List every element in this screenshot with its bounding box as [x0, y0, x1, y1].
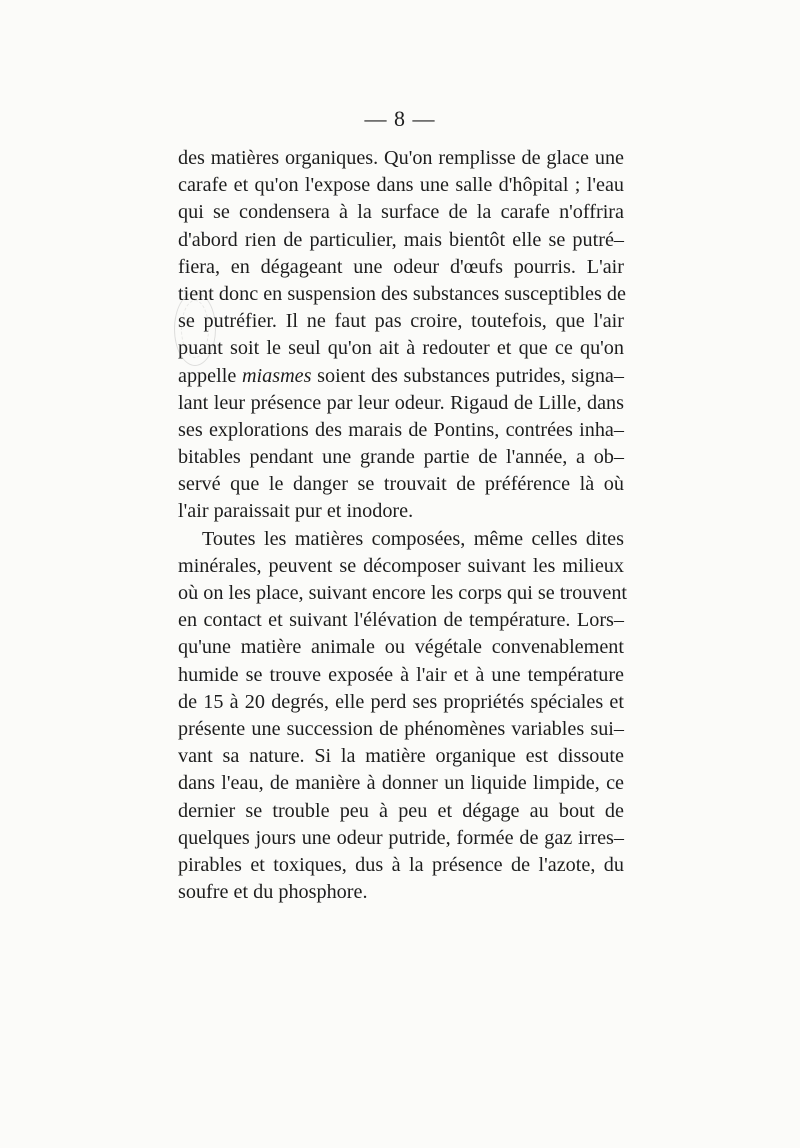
text-line: minérales, peuvent se décomposer suivant les milieux — [178, 554, 624, 577]
text-line: Toutes les matières composées, même celles dites — [202, 527, 624, 550]
text-line: quelques jours une odeur putride, formée de gaz irres– — [178, 826, 624, 849]
text-line: se putréfier. Il ne faut pas croire, toutefois, que l'air — [178, 310, 624, 333]
text-line: tient donc en suspension des substances susceptibles de — [178, 282, 626, 305]
text-line: fiera, en dégageant une odeur d'œufs pourris. L'air — [178, 255, 624, 278]
text-line: des matières organiques. Qu'on remplisse de glace une — [178, 147, 624, 169]
text-line: humide se trouve exposée à l'air et à une température — [178, 663, 624, 686]
text-line: présente une succession de phénomènes variables sui– — [178, 717, 624, 740]
text-line: dernier se trouble peu à peu et dégage au bout de — [178, 799, 624, 822]
text-line: pirables et toxiques, dus à la présence de l'azote, du — [178, 853, 624, 876]
text-line: qui se condensera à la surface de la carafe n'offrira — [178, 201, 624, 224]
text-line: bitables pendant une grande partie de l'année, a ob– — [178, 446, 624, 469]
text-line: puant soit le seul qu'on ait à redouter et que ce qu'on — [178, 337, 624, 360]
body-text — [178, 145, 628, 906]
text-line: dans l'eau, de manière à donner un liquide limpide, ce — [178, 772, 624, 795]
text-line: appelle miasmes soient des substances putrides, signa– — [178, 364, 624, 387]
text-line: d'abord rien de particulier, mais bientôt elle se putré– — [178, 228, 624, 251]
text-line: qu'une matière animale ou végétale convenablement — [178, 636, 624, 659]
text-line: vant sa nature. Si la matière organique est dissoute — [178, 745, 624, 768]
text-line: servé que le danger se trouvait de préférence là où — [178, 473, 624, 496]
text-line: où on les place, suivant encore les corps qui se trouvent — [178, 582, 628, 604]
text-line: de 15 à 20 degrés, elle perd ses propriétés spéciales et — [178, 690, 624, 713]
text-line: en contact et suivant l'élévation de température. Lors– — [178, 609, 624, 632]
text-line: ses explorations des marais de Pontins, contrées inha– — [178, 418, 624, 441]
text-line: carafe et qu'on l'expose dans une salle d'hôpital ; l'eau — [178, 174, 624, 197]
page-number: — 8 — — [364, 106, 436, 131]
text-line: lant leur présence par leur odeur. Rigaud de Lille, dans — [178, 391, 624, 414]
text-line: l'air paraissait pur et inodore. — [178, 500, 414, 523]
text-line: soufre et du phosphore. — [178, 881, 368, 904]
